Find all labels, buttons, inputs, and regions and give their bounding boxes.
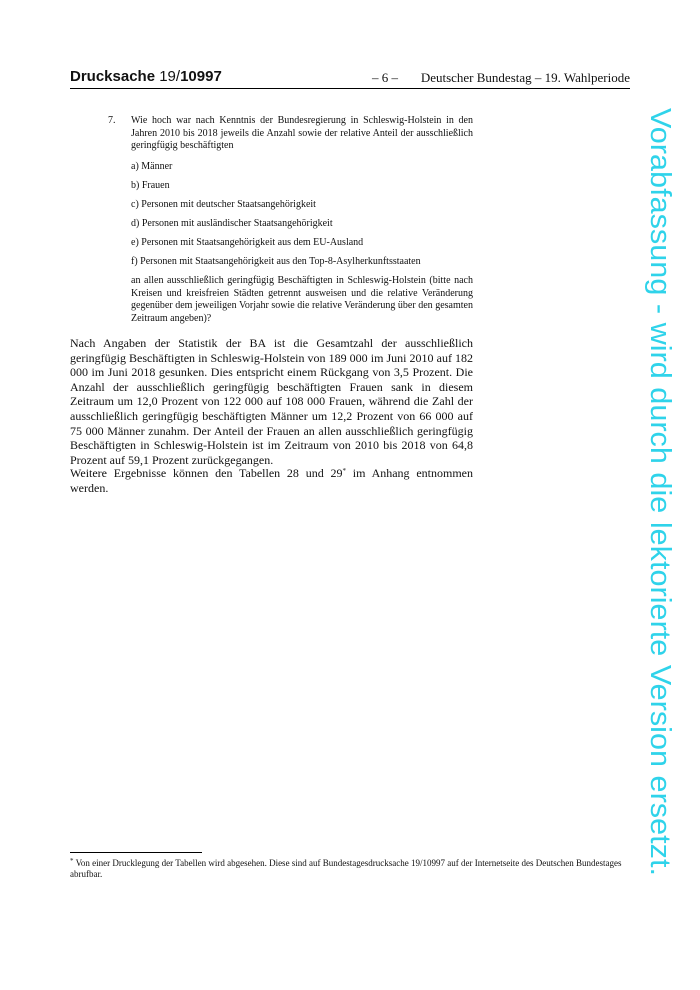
footnote-reference[interactable]: * — [342, 467, 346, 475]
doc-series: 19/ — [159, 68, 181, 85]
page-header — [70, 68, 630, 88]
draft-watermark — [641, 108, 685, 878]
footnote-divider — [70, 852, 202, 853]
page-number: – 6 – — [372, 70, 398, 85]
answer-paragraph: Nach Angaben der Statistik der BA ist die Gesamtzahl der ausschließlich geringfügig Beschäftigten in Schleswig-Holstein von 189 000 im Juni 2010 auf 182 000 im Juni 2018 gesunken. Dies entspricht einem Rückgang von 3,5 Prozent. Die Anzahl der ausschließlich geringfügig beschäftigten Frauen sank in diesem Zeitraum um 12,0 Prozent von 122 000 auf 108 000 Frauen, während die Zahl der ausschließlich geringfügig beschäftigten Männer um 12,2 Prozent von 66 000 auf 75 000 Männer zunahm. Der Anteil der Frauen an allen ausschließlich geringfügig Beschäftigten in Schleswig-Holstein ist im Zeitraum von 2010 bis 2018 von 64,8 Prozent auf 59,1 Prozent zurückgegangen. — [70, 336, 473, 467]
option-c: c) Personen mit deutscher Staatsangehörigkeit — [131, 199, 316, 210]
parliament-label: Deutscher Bundestag – 19. Wahlperiode — [420, 70, 630, 85]
footnote — [70, 858, 630, 880]
reference-text: Weitere Ergebnisse können den Tabellen 28 und 29 — [70, 466, 343, 480]
doc-number: 10997 — [180, 68, 222, 85]
reference-text-end: im Anhang entnommen werden. — [70, 466, 473, 495]
option-f: f) Personen mit Staatsangehörigkeit aus den Top-8-Asylherkunftsstaaten — [131, 256, 421, 267]
question-number: 7. — [108, 115, 116, 126]
question-text: Wie hoch war nach Kenntnis der Bundesregierung in Schleswig-Holstein in den Jahren 2010 bis 2018 jeweils die Anzahl sowie der relative Anteil der ausschließlich geringfügig beschäftigten — [131, 115, 473, 151]
watermark-text: Vorabfassung - wird durch die lektorierte Version ersetzt. — [644, 108, 676, 835]
option-e: e) Personen mit Staatsangehörigkeit aus dem EU-Ausland — [131, 237, 364, 248]
option-b: b) Frauen — [131, 180, 170, 191]
footnote-text: Von einer Drucklegung der Tabellen wird abgesehen. Diese sind auf Bundestagesdrucksache 19/10997 auf der Internetseite des Deutschen Bundestages abrufbar. — [70, 858, 622, 879]
document-number — [70, 68, 222, 85]
watermark-svg — [641, 108, 685, 878]
question-tail: an allen ausschließlich geringfügig Beschäftigten in Schleswig-Holstein (bitte nach Kreisen und kreisfreien Städten getrennt ausweisen und die relative Veränderung gegenüber dem jeweiligen Vorjahr sowie die relative Veränderung über den gesamten Zeitraum angeben)? — [131, 275, 473, 324]
option-a: a) Männer — [131, 161, 173, 172]
header-divider — [70, 88, 630, 89]
footnote-mark: * — [70, 857, 74, 865]
answer-reference-paragraph — [70, 466, 473, 495]
option-d: d) Personen mit ausländischer Staatsangehörigkeit — [131, 218, 333, 229]
doc-prefix: Drucksache — [70, 68, 160, 85]
